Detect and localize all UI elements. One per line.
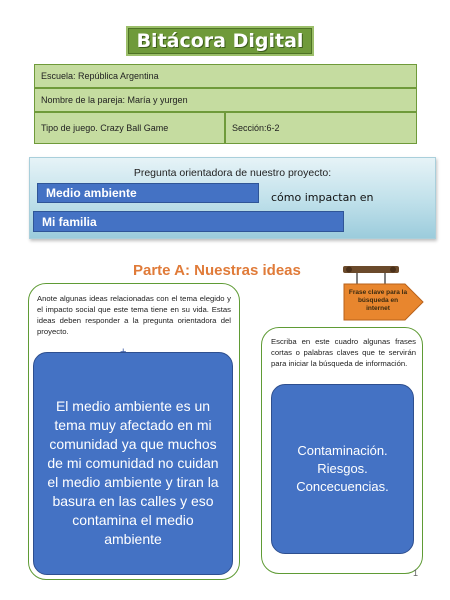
search-phrase-sign <box>341 260 425 328</box>
question-heading: Pregunta orientadora de nuestro proyecto: <box>133 167 332 179</box>
title-banner <box>126 26 314 56</box>
pair-cell: Nombre de la pareja: María y yurgen <box>34 88 417 112</box>
ideas-card <box>28 283 240 580</box>
ideas-answer-text: El medio ambiente es un tema muy afectado en mi comunidad ya que muchos de mi comunidad no cuidan el medio ambiente y tiran la basura en las calles y eso contamina el medio ambiente <box>47 398 219 547</box>
topic-environment: Medio ambiente <box>37 183 259 203</box>
ideas-instruction: Anote algunas ideas relacionadas con el tema elegido y el impacto social que este tema tiene en su vida. Estas ideas deben responder a la pregunta orientadora del proyecto. <box>37 294 231 336</box>
keywords-answer-text: Contaminación. Riesgos. Concecuencias. <box>296 443 389 494</box>
info-table <box>34 64 417 144</box>
part-heading: Parte A: Nuestras ideas <box>133 262 301 279</box>
keywords-answer-box[interactable] <box>271 384 414 554</box>
connector-text: cómo impactan en <box>271 191 374 204</box>
keywords-instruction: Escriba en este cuadro algunas frases cortas o palabras claves que te servirán para iniciar la búsqueda de información. <box>271 337 416 368</box>
game-cell: Tipo de juego. Crazy Ball Game <box>34 112 225 144</box>
sign-text: Frase clave para la búsqueda en internet <box>348 289 408 312</box>
school-cell: Escuela: República Argentina <box>34 64 417 88</box>
document-title: Bitácora Digital <box>136 30 304 52</box>
question-panel <box>29 157 436 239</box>
keywords-card <box>261 327 423 574</box>
ideas-answer-box[interactable] <box>33 352 233 575</box>
topic-family: Mi familia <box>33 211 344 232</box>
section-cell: Sección:6-2 <box>225 112 417 144</box>
page-number: 1 <box>413 568 419 578</box>
